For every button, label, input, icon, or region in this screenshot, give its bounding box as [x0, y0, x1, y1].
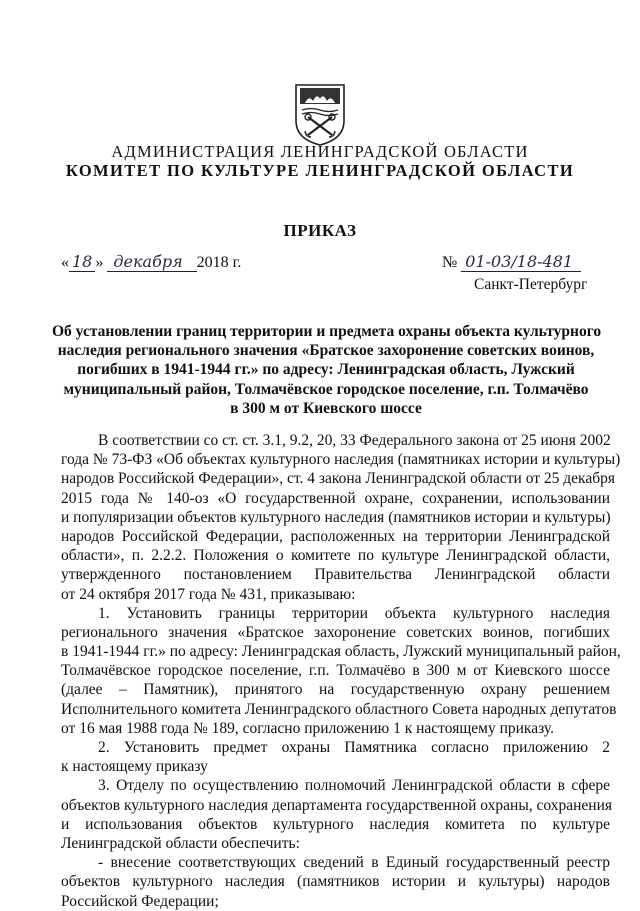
body-line: народов Российской Федерации», ст. 4 закона Ленинградской области от 25 декабря: [61, 470, 615, 488]
body-line: 2015 года № 140-оз «О государственной охране, сохранении, использовании: [61, 489, 610, 507]
title-line: муниципальный район, Толмачёвское городское поселение, г.п. Толмачёво: [63, 380, 589, 398]
date-day: 18: [69, 252, 95, 272]
body-line: утвержденного постановлением Правительства Ленинградской области: [61, 566, 610, 584]
body-line: Российской Федерации;: [61, 892, 219, 910]
title-line: в 300 м от Киевского шоссе: [230, 399, 422, 417]
body-line: Ленинградской области обеспечить:: [61, 834, 300, 852]
body-line: регионального значения «Братское захоронение советских воинов, погибших: [61, 623, 610, 641]
body-line: года № 73-ФЗ «Об объектах культурного наследия (памятниках истории и культуры): [61, 451, 621, 469]
date-year: 2018 г.: [196, 254, 242, 271]
order-date: [61, 252, 241, 272]
title-line: погибших в 1941-1944 гг.» по адресу: Ленинградская область, Лужский: [77, 361, 575, 379]
title-line: Об установлении границ территории и предмета охраны объекта культурного: [52, 323, 602, 340]
body-line: в 1941-1944 гг.» по адресу: Ленинградская область, Лужский муниципальный район,: [61, 643, 621, 661]
organization-name: АДМИНИСТРАЦИЯ ЛЕНИНГРАДСКОЙ ОБЛАСТИ: [111, 142, 529, 161]
document-type: ПРИКАЗ: [283, 221, 357, 240]
body-line: от 24 октября 2017 года № 431, приказываю:: [61, 585, 356, 603]
body-line: объектов культурного наследия департамента государственной охраны, сохранения: [61, 796, 613, 814]
body-line: Исполнительного комитета Ленинградского областного Совета народных депутатов: [61, 700, 617, 718]
body-line: от 16 мая 1988 года № 189, согласно приложению 1 к настоящему приказу.: [61, 719, 554, 737]
date-close-quote: »: [95, 254, 104, 271]
title-line: наследия регионального значения «Братское захоронение советских воинов,: [57, 342, 595, 360]
body-line: области», п. 2.2.2. Положения о комитете по культуре Ленинградской области,: [61, 547, 610, 565]
body-line: 3. Отделу по осуществлению полномочий Ленинградской области в сфере: [98, 777, 610, 795]
order-body: [61, 431, 621, 911]
body-line: Толмачёвское городское поселение, г.п. Толмачёво в 300 м от Киевского шоссе: [61, 662, 610, 680]
order-title: [52, 322, 600, 418]
coat-of-arms-icon: [293, 83, 347, 147]
number-prefix: №: [442, 254, 458, 271]
body-line: (далее – Памятник), принятого на государственную охрану решением: [61, 681, 610, 699]
city-name: Санкт-Петербург: [474, 276, 588, 293]
committee-name: КОМИТЕТ ПО КУЛЬТУРЕ ЛЕНИНГРАДСКОЙ ОБЛАСТИ: [65, 161, 575, 180]
body-line: - внесение соответствующих сведений в Единый государственный реестр: [98, 854, 610, 872]
body-line: объектов культурного наследия (памятников истории и культуры) народов: [61, 873, 610, 891]
body-line: и популяризации объектов культурного наследия (памятников истории и культуры): [61, 508, 611, 526]
order-number: [442, 252, 581, 272]
body-line: к настоящему приказу: [61, 758, 208, 776]
body-line: и использования объектов культурного наследия комитета по культуре: [61, 815, 610, 833]
date-month: декабря: [107, 252, 196, 272]
number-value: 01-03/18-481: [461, 252, 581, 272]
body-line: народов Российской Федерации, расположенных на территории Ленинградской: [61, 527, 610, 545]
body-line: В соответствии со ст. ст. 3.1, 9.2, 20, 33 Федерального закона от 25 июня 2002: [98, 432, 611, 449]
date-open-quote: «: [61, 254, 69, 271]
body-line: 1. Установить границы территории объекта культурного наследия: [98, 604, 610, 622]
body-line: 2. Установить предмет охраны Памятника согласно приложению 2: [98, 739, 610, 756]
